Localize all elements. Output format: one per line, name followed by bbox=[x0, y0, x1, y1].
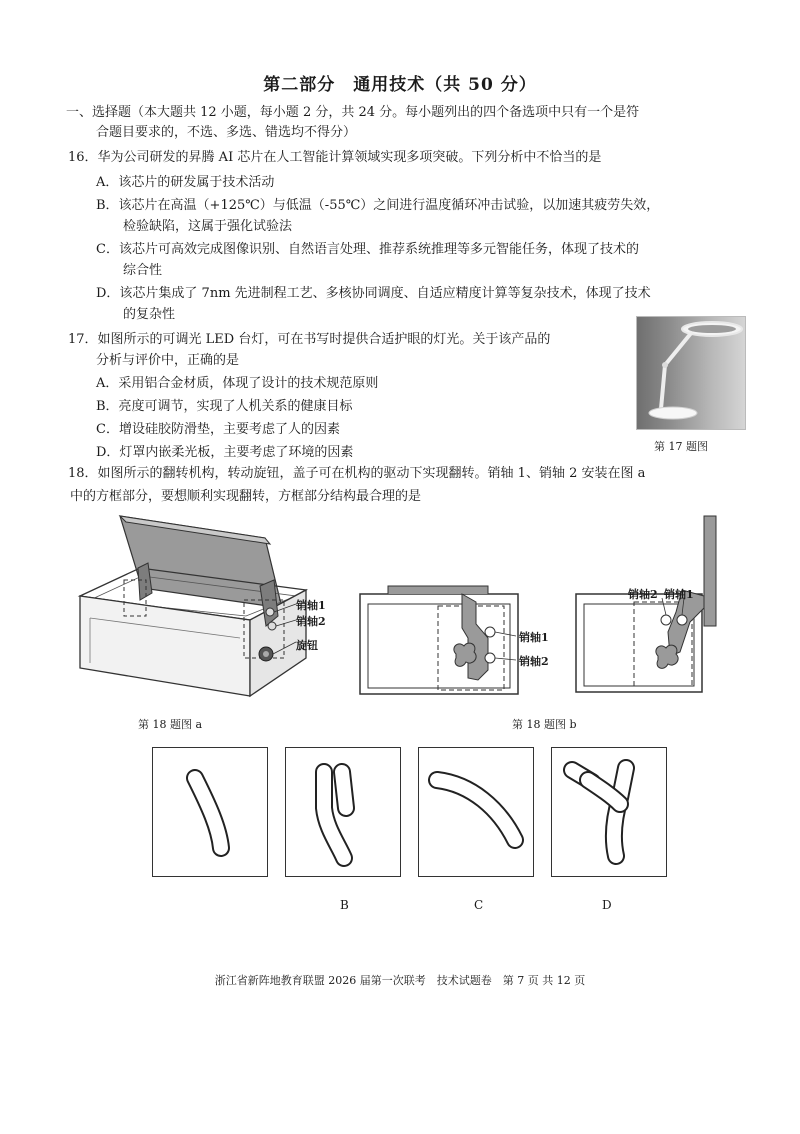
q16-stem: 16．华为公司研发的昇腾 AI 芯片在人工智能计算领域实现多项突破。下列分析中不恰当的是 bbox=[68, 150, 602, 165]
q16-option-c-line1: C．该芯片可高效完成图像识别、自然语言处理、推荐系统推理等多元智能任务，体现了技术的 bbox=[96, 242, 639, 257]
section-instruction-line2: 合题目要求的，不选、多选、错选均不得分） bbox=[96, 125, 357, 140]
q16-option-c-line2: 综合性 bbox=[123, 263, 163, 278]
section-instruction-line1: 一、选择题（本大题共 12 小题，每小题 2 分，共 24 分。每小题列出的四个备选项中只有一个是符 bbox=[66, 105, 640, 120]
figure-a-label-knob: 旋钮 bbox=[296, 639, 318, 652]
figure-b-open-label-pin2: 销轴2 bbox=[628, 588, 658, 601]
option-label-b: B bbox=[340, 898, 349, 912]
q17-option-b: B．亮度可调节，实现了人机关系的健康目标 bbox=[96, 399, 353, 414]
figure-a-label-pin2: 销轴2 bbox=[296, 615, 326, 628]
flip-mechanism-figure-b-open bbox=[570, 512, 730, 702]
q17-option-d: D．灯罩内嵌柔光板，主要考虑了环境的因素 bbox=[96, 445, 354, 460]
q17-stem-line2: 分析与评价中，正确的是 bbox=[96, 353, 240, 368]
q18-stem-line1: 18．如图所示的翻转机构，转动旋钮，盖子可在机构的驱动下实现翻转。销轴 1、销轴 2 安装在图 a bbox=[68, 466, 646, 481]
q17-stem-line1: 17．如图所示的可调光 LED 台灯，可在书写时提供合适护眼的灯光。关于该产品的 bbox=[68, 332, 551, 347]
q16-option-b-line2: 检验缺陷，这属于强化试验法 bbox=[123, 219, 293, 234]
q18-figure-b-caption: 第 18 题图 b bbox=[512, 718, 577, 731]
part-title: 第二部分 通用技术（共 50 分） bbox=[263, 75, 537, 95]
q16-option-b-line1: B．该芯片在高温（+125℃）与低温（-55℃）之间进行温度循环冲击试验，以加速其疲劳失效， bbox=[96, 198, 660, 213]
option-label-c: C bbox=[474, 898, 484, 912]
q16-option-a: A．该芯片的研发属于技术活动 bbox=[96, 175, 275, 190]
desk-lamp-photo bbox=[636, 316, 746, 430]
figure-b-label-pin1: 销轴1 bbox=[519, 631, 549, 644]
option-label-d: D bbox=[602, 898, 612, 912]
page-footer: 浙江省新阵地教育联盟 2026 届第一次联考 技术试题卷 第 7 页 共 12 页 bbox=[214, 974, 586, 987]
figure-b-open-label-pin1: 销轴1 bbox=[664, 588, 694, 601]
q18-stem-line2: 中的方框部分，要想顺利实现翻转，方框部分结构最合理的是 bbox=[70, 489, 422, 504]
figure-b-label-pin2: 销轴2 bbox=[519, 655, 549, 668]
desk-lamp-drawing bbox=[637, 317, 745, 429]
option-c-slot-shape bbox=[418, 747, 534, 877]
q16-option-d-line2: 的复杂性 bbox=[123, 307, 176, 322]
option-b-slot-shape bbox=[285, 747, 401, 877]
option-d-slot-shape bbox=[551, 747, 667, 877]
option-a-slot-shape bbox=[152, 747, 268, 877]
q17-option-c: C．增设硅胶防滑垫，主要考虑了人的因素 bbox=[96, 422, 340, 437]
q17-figure-caption: 第 17 题图 bbox=[654, 440, 708, 453]
q16-option-d-line1: D．该芯片集成了 7nm 先进制程工艺、多核协同调度、自适应精度计算等复杂技术，体现了技术 bbox=[96, 286, 651, 301]
q18-figure-a-caption: 第 18 题图 a bbox=[138, 718, 203, 731]
figure-a-label-pin1: 销轴1 bbox=[296, 599, 326, 612]
q17-option-a: A．采用铝合金材质，体现了设计的技术规范原则 bbox=[96, 376, 379, 391]
